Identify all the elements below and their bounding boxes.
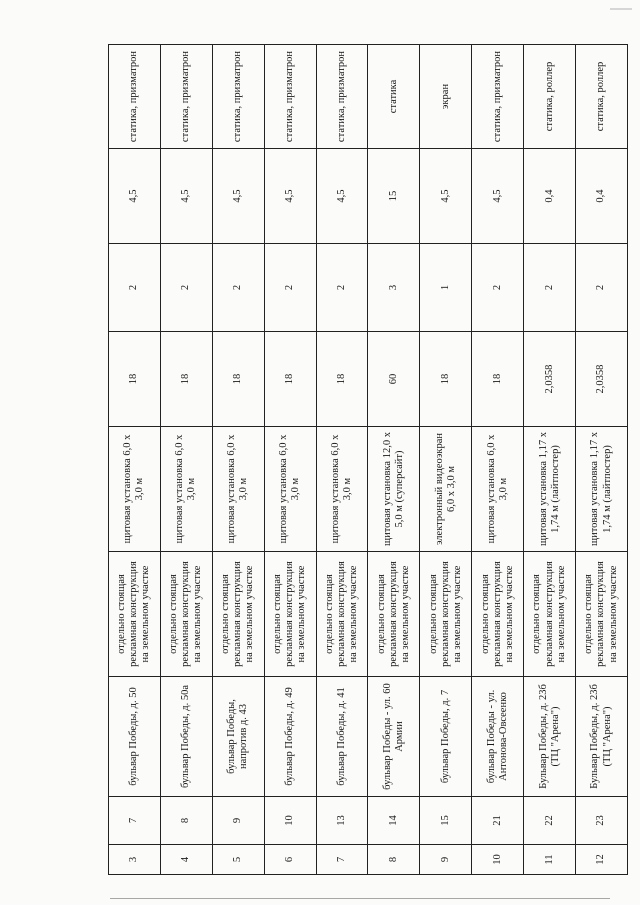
address-cell: бульвар Победы, д. 7 [420,677,472,797]
address-cell: бульвар Победы, д. 50а [160,677,212,797]
area-cell: 18 [316,332,368,427]
table-row [264,45,316,875]
height-cell: 4,5 [160,149,212,244]
structure-type-cell: отдельно стоящая рекламная конструкция на земельном участке [264,552,316,677]
address-cell: бульвар Победы, напротив д. 43 [212,677,264,797]
structure-kind-cell: щитовая установка 6,0 х 3,0 м [316,427,368,552]
row-number-cell: 12 [576,845,628,875]
structure-id-cell: 13 [316,797,368,845]
area-cell: 18 [109,332,161,427]
height-cell: 4,5 [264,149,316,244]
row-number-cell: 4 [160,845,212,875]
structure-type-cell: отдельно стоящая рекламная конструкция на земельном участке [212,552,264,677]
row-number-cell: 8 [368,845,420,875]
row-number-cell: 10 [472,845,524,875]
row-number-cell: 9 [420,845,472,875]
structure-kind-cell: щитовая установка 6,0 х 3,0 м [472,427,524,552]
sides-cell: 2 [109,244,161,332]
scan-edge-bottom [110,898,610,899]
structure-type-cell: отдельно стоящая рекламная конструкция на земельном участке [316,552,368,677]
structure-id-cell: 14 [368,797,420,845]
advertising-structures-table [108,44,628,875]
structure-kind-cell: щитовая установка 1,17 х 1,74 м (лайтпостер) [524,427,576,552]
sides-cell: 2 [212,244,264,332]
address-cell: бульвар Победы, д. 49 [264,677,316,797]
structure-type-cell: отдельно стоящая рекламная конструкция на земельном участке [472,552,524,677]
structure-kind-cell: щитовая установка 1,17 х 1,74 м (лайтпостер) [576,427,628,552]
address-cell: Бульвар Победы, д. 23б (ТЦ "Арена") [576,677,628,797]
technology-cell: статика, роллер [524,45,576,149]
height-cell: 0,4 [576,149,628,244]
technology-cell: статика, призматрон [316,45,368,149]
technology-cell: статика [368,45,420,149]
address-cell: Бульвар Победы, д. 23б (ТЦ "Арена") [524,677,576,797]
structure-kind-cell: электронный видеоэкран 6,0 х 3,0 м [420,427,472,552]
structure-type-cell: отдельно стоящая рекламная конструкция на земельном участке [524,552,576,677]
technology-cell: статика, призматрон [109,45,161,149]
table-row [420,45,472,875]
structure-type-cell: отдельно стоящая рекламная конструкция на земельном участке [420,552,472,677]
row-number-cell: 6 [264,845,316,875]
structure-id-cell: 23 [576,797,628,845]
scan-mark-top [610,8,632,10]
area-cell: 60 [368,332,420,427]
height-cell: 4,5 [212,149,264,244]
structure-kind-cell: щитовая установка 6,0 х 3,0 м [109,427,161,552]
table-row [368,45,420,875]
area-cell: 18 [420,332,472,427]
table-row [576,45,628,875]
structure-type-cell: отдельно стоящая рекламная конструкция на земельном участке [109,552,161,677]
row-number-cell: 7 [316,845,368,875]
area-cell: 18 [472,332,524,427]
height-cell: 4,5 [420,149,472,244]
technology-cell: статика, призматрон [160,45,212,149]
address-cell: бульвар Победы - ул. 60 Армии [368,677,420,797]
sides-cell: 2 [472,244,524,332]
height-cell: 4,5 [472,149,524,244]
sides-cell: 2 [576,244,628,332]
table-row [524,45,576,875]
technology-cell: статика, призматрон [212,45,264,149]
structure-kind-cell: щитовая установка 6,0 х 3,0 м [212,427,264,552]
height-cell: 4,5 [109,149,161,244]
area-cell: 18 [264,332,316,427]
address-cell: бульвар Победы, д. 41 [316,677,368,797]
structure-type-cell: отдельно стоящая рекламная конструкция на земельном участке [576,552,628,677]
structure-id-cell: 10 [264,797,316,845]
table-row [160,45,212,875]
row-number-cell: 5 [212,845,264,875]
technology-cell: статика, призматрон [264,45,316,149]
structure-type-cell: отдельно стоящая рекламная конструкция на земельном участке [368,552,420,677]
sides-cell: 2 [316,244,368,332]
sides-cell: 3 [368,244,420,332]
area-cell: 2,0358 [576,332,628,427]
sides-cell: 2 [160,244,212,332]
height-cell: 4,5 [316,149,368,244]
row-number-cell: 11 [524,845,576,875]
rotated-table-wrapper [108,45,628,875]
structure-id-cell: 7 [109,797,161,845]
technology-cell: статика, призматрон [472,45,524,149]
table-row [212,45,264,875]
area-cell: 18 [160,332,212,427]
sides-cell: 2 [264,244,316,332]
technology-cell: статика, роллер [576,45,628,149]
address-cell: бульвар Победы - ул. Антонова-Овсеенко [472,677,524,797]
structure-id-cell: 21 [472,797,524,845]
structure-kind-cell: щитовая установка 6,0 х 3,0 м [264,427,316,552]
address-cell: бульвар Победы, д. 50 [109,677,161,797]
row-number-cell: 3 [109,845,161,875]
table-row [472,45,524,875]
structure-id-cell: 22 [524,797,576,845]
structure-kind-cell: щитовая установка 6,0 х 3,0 м [160,427,212,552]
height-cell: 15 [368,149,420,244]
structure-id-cell: 15 [420,797,472,845]
structure-type-cell: отдельно стоящая рекламная конструкция на земельном участке [160,552,212,677]
structure-id-cell: 8 [160,797,212,845]
structure-kind-cell: щитовая установка 12,0 х 5,0 м (суперсайт) [368,427,420,552]
height-cell: 0,4 [524,149,576,244]
sides-cell: 1 [420,244,472,332]
sides-cell: 2 [524,244,576,332]
technology-cell: экран [420,45,472,149]
table-row [109,45,161,875]
structure-id-cell: 9 [212,797,264,845]
area-cell: 18 [212,332,264,427]
area-cell: 2,0358 [524,332,576,427]
table-row [316,45,368,875]
